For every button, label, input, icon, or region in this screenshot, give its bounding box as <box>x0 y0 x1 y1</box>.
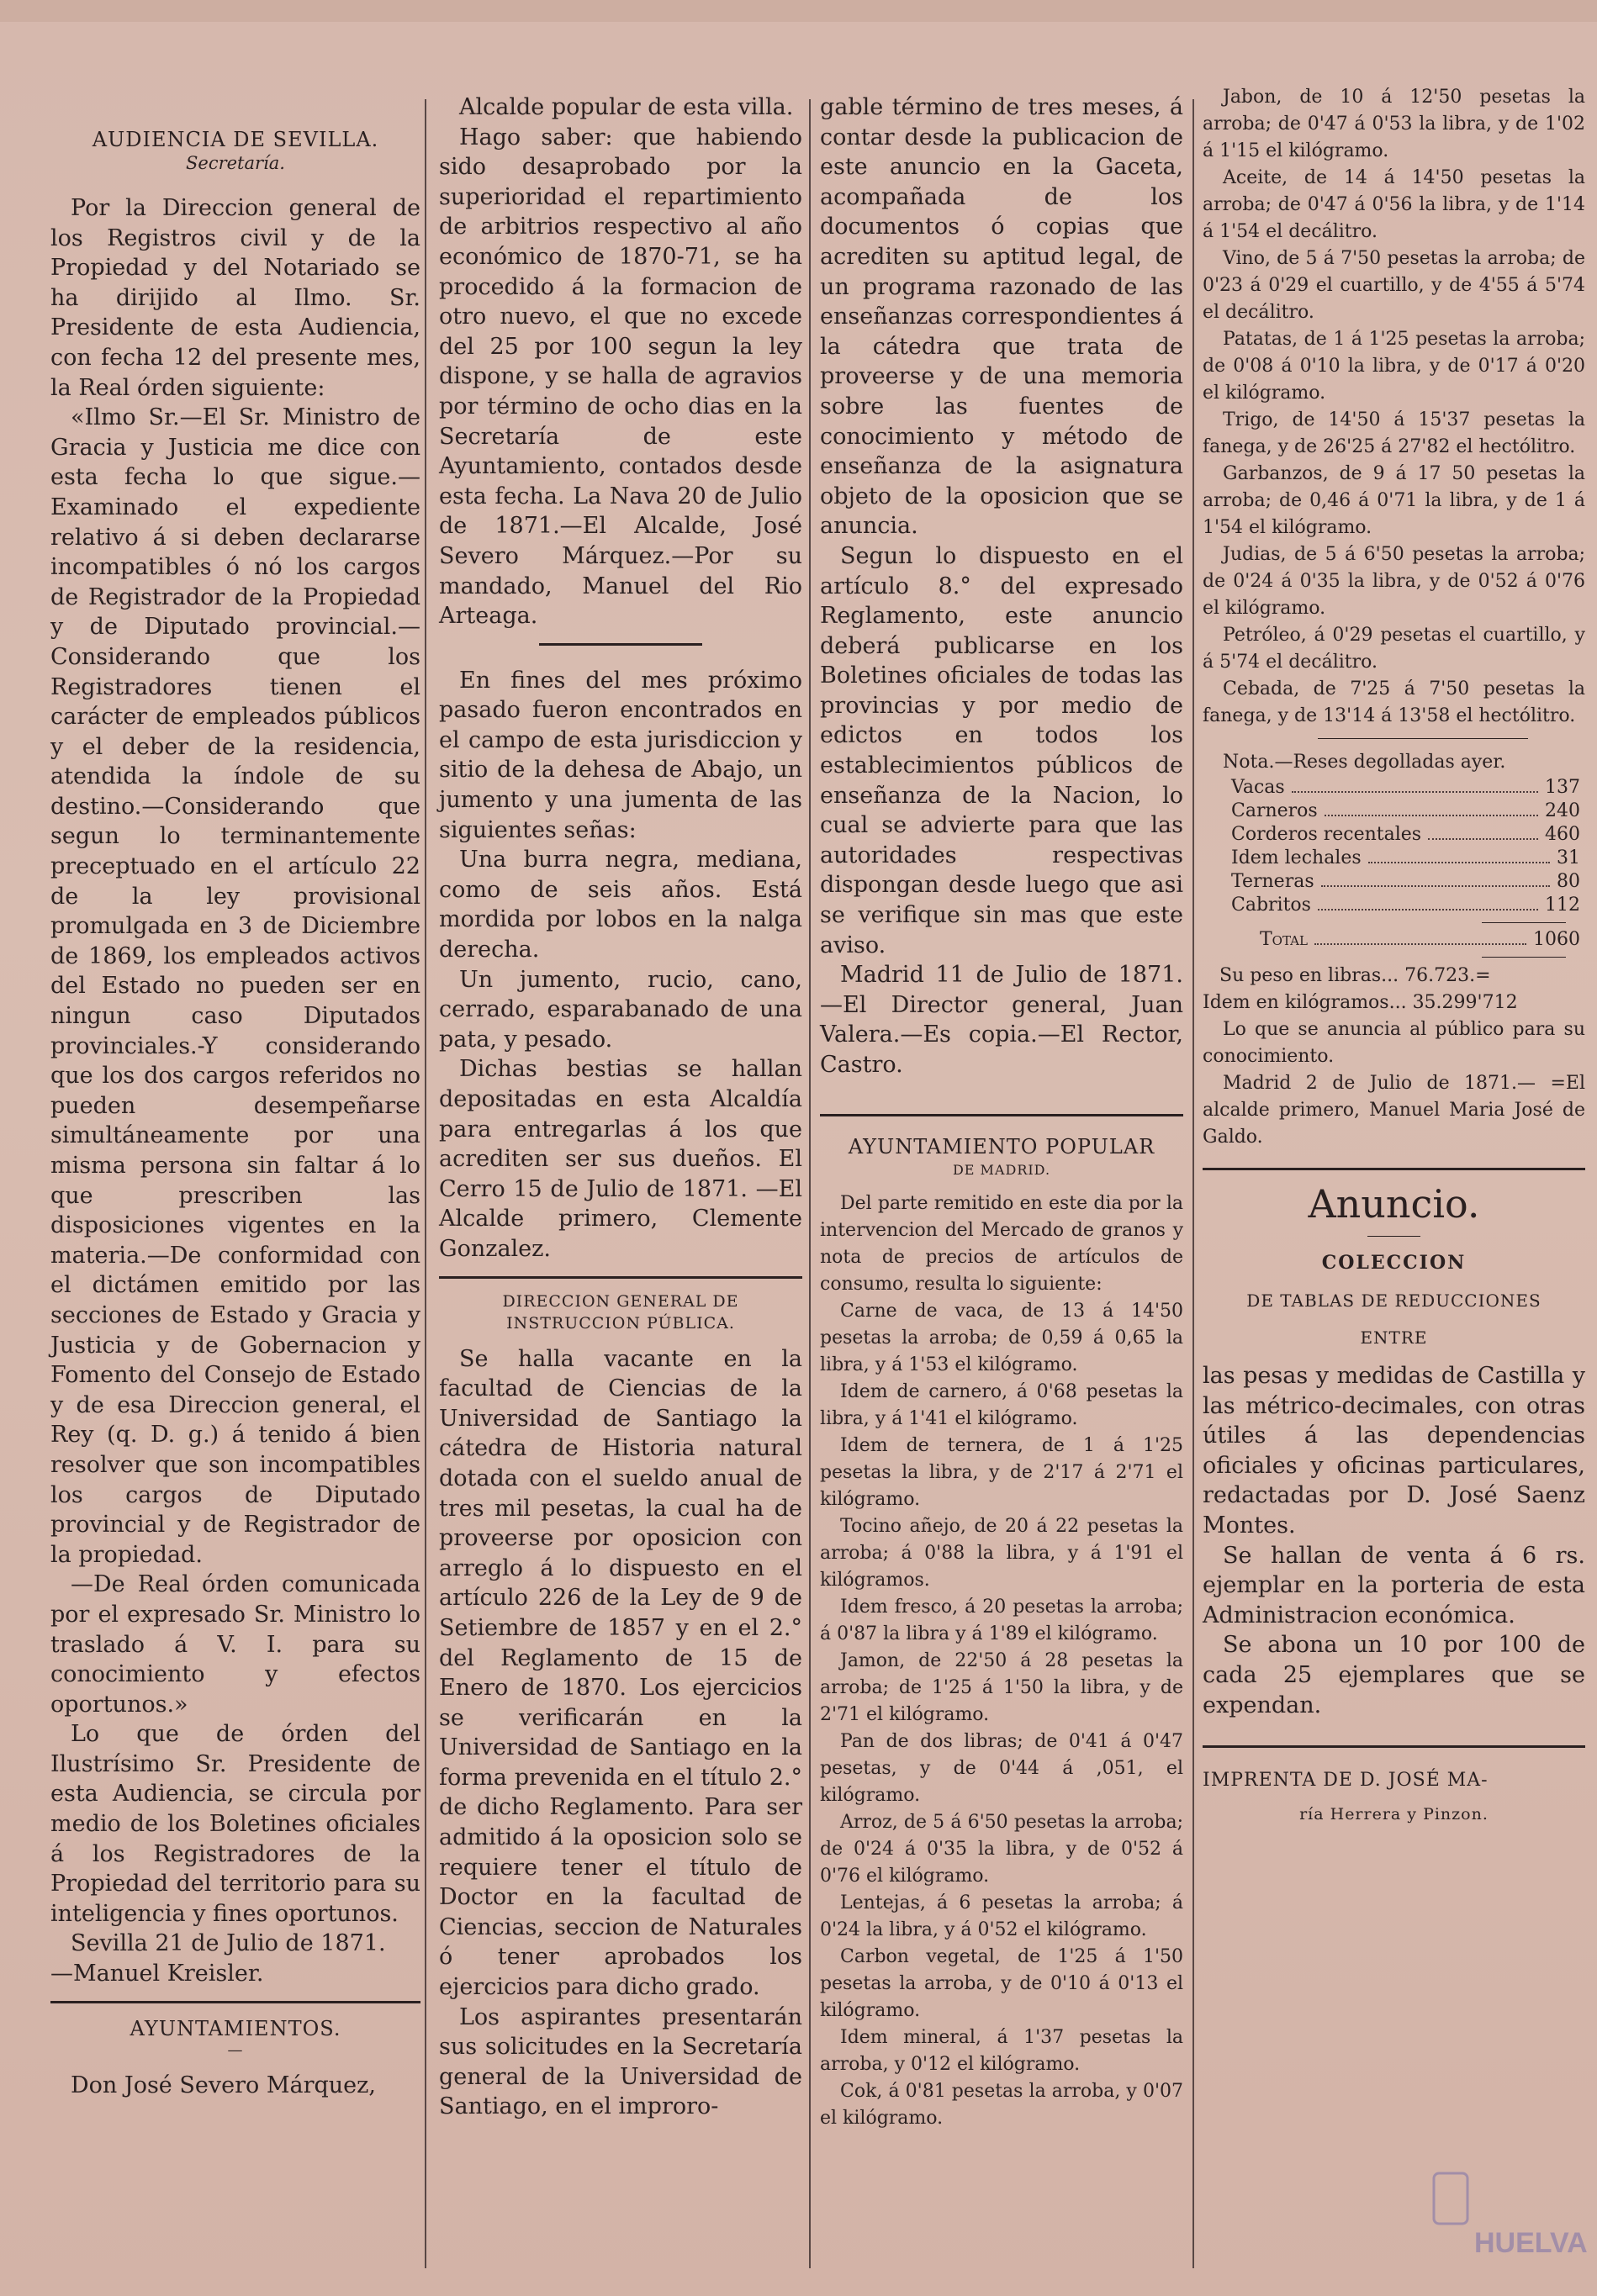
entre-heading: ENTRE <box>1360 1327 1428 1348</box>
paragraph: Los aspirantes presentarán sus solicitudes en la Secretaría general de la Universidad de Santiago, en el improro- <box>439 2003 802 2120</box>
paragraph: Don José Severo Márquez, <box>71 2072 376 2098</box>
peso-kg: Idem en kilógramos... 35.299'712 <box>1203 992 1518 1013</box>
price-item: Trigo, de 14'50 á 15'37 pesetas la fanega, y de 26'25 á 27'82 el hectólitro. <box>1203 409 1585 457</box>
section-divider <box>539 643 702 646</box>
sum-line <box>1482 957 1566 958</box>
section-divider <box>1203 1745 1585 1748</box>
tablas-heading: DE TABLAS DE REDUCCIONES <box>1246 1291 1541 1311</box>
signature-line: —Manuel Kreisler. <box>50 1961 264 1987</box>
nota-row: Vacas 137 <box>1231 777 1580 798</box>
nota-row: Carneros 240 <box>1231 800 1580 821</box>
date-line: Sevilla 21 de Julio de 1871. <box>71 1930 386 1957</box>
column-3 <box>820 92 1183 2262</box>
paragraph: Hago saber: que habiendo sido desaprobado por la superioridad el repartimiento de arbitrios respectivo al año económico de 1870-71, se ha procedido á la formacion de otro nuevo, el que no excede del 25 por 100 segun la ley dispone, y se halla de agravios por término de ocho dias en la Secretaría de este Ayuntamiento, contados desde esta fecha. La Nava 20 de Julio de 1871.—El Alcalde, José Severo Márquez.—Por su mandado, Manuel del Rio Arteaga. <box>439 124 802 630</box>
section-heading: AYUNTAMIENTO POPULAR <box>848 1134 1155 1159</box>
paragraph: Lo que de órden del Ilustrísimo Sr. Presidente de esta Audiencia, se circula por medio de los Boletines oficiales á los Registradores de la Propiedad del territorio para su inteligencia y fines oportunos. <box>50 1721 420 1927</box>
column-2 <box>439 92 802 2262</box>
sum-line <box>1482 922 1566 923</box>
paragraph: Lo que se anuncia al público para su conocimiento. <box>1203 1019 1585 1067</box>
imprenta-line: ría Herrera y Pinzon. <box>1299 1805 1489 1824</box>
total-row: Total 1060 <box>1260 929 1580 950</box>
price-item: Tocino añejo, de 20 á 22 pesetas la arroba; á 0'88 la libra, y á 1'91 el kilógramos. <box>820 1515 1183 1591</box>
svg-text:HUELVA: HUELVA <box>1474 2227 1588 2259</box>
column-1 <box>50 92 420 2262</box>
paragraph: Por la Direccion general de los Registros civil y de la Propiedad y del Notariado se ha dirijido al Ilmo. Sr. Presidente de esta Audiencia, con fecha 12 del presente mes, la Real órden siguiente: <box>50 195 420 401</box>
paragraph: «Ilmo Sr.—El Sr. Ministro de Gracia y Justicia me dice con esta fecha lo que sigue.—Examinado el expediente relativo á si deben declararse incompatibles ó nó los cargos de Registrador de la Propiedad y de Diputado provincial.—Considerando que los Registradores tienen el carácter de empleados públicos y el deber de la residencia, atendida la índole de su destino.—Considerando que segun lo terminantemente preceptuado en el artículo 22 de la ley provisional promulgada en 3 de Diciembre de 1869, los empleados activos del Estado no pueden ser en ningun caso Diputados provinciales.-Y considerando que los dos cargos referidos no pueden desempeñarse simultáneamente por una misma persona sin faltar á lo que prescriben las disposiciones vigentes en la materia.—De conformidad con el dictámen emitido por las secciones de Estado y Gracia y Justicia y de Gobernacion y Fomento del Consejo de Estado y de esa Direccion general, el Rey (q. D. g.) á tenido á bien resolver que son incompatibles los cargos de Diputado provincial y de Registrador de la propiedad. <box>50 404 420 1568</box>
price-item: Idem fresco, á 20 pesetas la arroba; á 0'87 la libra y á 1'89 el kilógramo. <box>820 1596 1183 1644</box>
section-subtitle: Secretaría. <box>186 153 285 173</box>
anuncio-title: Anuncio. <box>1308 1181 1480 1227</box>
section-heading: DIRECCION GENERAL DE INSTRUCCION PÚBLICA. <box>502 1291 739 1333</box>
nota-row: Terneras 80 <box>1231 871 1580 892</box>
section-divider <box>1203 1168 1585 1170</box>
section-heading: AYUNTAMIENTOS. <box>130 2016 341 2040</box>
nota-title: Nota.—Reses degolladas ayer. <box>1223 752 1506 773</box>
paragraph: las pesas y medidas de Castilla y las métrico-decimales, con otras útiles á las dependencias oficiales y oficinas particulares, redactadas por D. José Saenz Montes. <box>1203 1363 1585 1539</box>
column-rule <box>425 99 426 2268</box>
price-item: Idem de ternera, de 1 á 1'25 pesetas la libra, y de 2'17 á 2'71 el kilógramo. <box>820 1434 1183 1510</box>
paragraph: En fines del mes próximo pasado fueron encontrados en el campo de esta jurisdiccion y sitio de la dehesa de Abajo, un jumento y una jumenta de las siguientes señas: <box>439 667 802 843</box>
paragraph: Dichas bestias se hallan depositadas en esta Alcaldía para entregarlas á los que acrediten ser sus dueños. El Cerro 15 de Julio de 1871. —El Alcalde primero, Clemente Gonzalez. <box>439 1056 802 1262</box>
nota-row: Corderos recentales 460 <box>1231 824 1580 845</box>
paragraph: Un jumento, rucio, cano, cerrado, esparabanado de una pata, y pesado. <box>439 966 802 1053</box>
price-item: Lentejas, á 6 pesetas la arroba; á 0'24 la libra, y á 0'52 el kilógramo. <box>820 1892 1183 1940</box>
divider <box>1318 738 1528 739</box>
page-top-edge <box>0 0 1597 22</box>
paragraph: Una burra negra, mediana, como de seis años. Está mordida por lobos en la nalga derecha. <box>439 847 802 963</box>
peso-libras: Su peso en libras... 76.723.= <box>1219 965 1491 986</box>
price-item: Carbon vegetal, de 1'25 á 1'50 pesetas la arroba, y de 0'10 á 0'13 el kilógramo. <box>820 1945 1183 2021</box>
price-item: Arroz, de 5 á 6'50 pesetas la arroba; de 0'24 á 0'35 la libra, y de 0'52 á 0'76 el kilógramo. <box>820 1811 1183 1887</box>
paragraph: gable término de tres meses, á contar desde la publicacion de este anuncio en la Gaceta, acompañada de los documentos ó copias que acrediten su aptitud legal, de un programa razonado de las enseñanzas correspondientes á la cátedra que trata de proveerse y de una memoria sobre las fuentes de conocimiento y método de enseñanza de la asignatura objeto de la oposicion que se anuncia. <box>820 94 1183 540</box>
nota-row: Cabritos 112 <box>1231 895 1580 916</box>
price-item: Idem mineral, á 1'37 pesetas la arroba, y 0'12 el kilógramo. <box>820 2026 1183 2075</box>
paragraph: Alcalde popular de esta villa. <box>459 94 794 120</box>
column-4 <box>1203 84 1585 2262</box>
column-rule <box>809 99 811 2268</box>
paragraph: Se halla vacante en la facultad de Ciencias de la Universidad de Santiago la cátedra de Historia natural dotada con el sueldo anual de tres mil pesetas, la cual ha de proveerse por oposicion con arreglo á lo dispuesto en el artículo 226 de la Ley de 9 de Setiembre de 1857 y en el 2.° del Reglamento de 15 de Enero de 1870. Los ejercicios se verificarán en la Universidad de Santiago en la forma prevenida en el título 2.° de dicho Reglamento. Para ser admitido á la oposicion solo se requiere tener el título de Doctor en la facultad de Ciencias, seccion de Naturales ó tener aprobados los ejercicios para dicho grado. <box>439 1345 802 2001</box>
section-title: AUDIENCIA DE SEVILLA. <box>92 128 379 151</box>
price-item: Pan de dos libras; de 0'41 á 0'47 pesetas, y de 0'44 á ,051, el kilógramo. <box>820 1730 1183 1806</box>
price-item: Idem de carnero, á 0'68 pesetas la libra, y á 1'41 el kilógramo. <box>820 1380 1183 1429</box>
section-divider <box>439 1276 802 1279</box>
price-item: Petróleo, á 0'29 pesetas el cuartillo, y á 5'74 el decálitro. <box>1203 625 1585 673</box>
archive-stamp-icon <box>1430 2170 1588 2262</box>
price-item: Cebada, de 7'25 á 7'50 pesetas la fanega, y de 13'14 á 13'58 el hectólitro. <box>1203 678 1585 726</box>
price-item: Patatas, de 1 á 1'25 pesetas la arroba; de 0'08 á 0'10 la libra, y de 0'17 á 0'20 el kilógramo. <box>1203 329 1585 404</box>
paragraph: Segun lo dispuesto en el artículo 8.° del expresado Reglamento, este anuncio deberá publicarse en los Boletines oficiales de todas las provincias y por medio de edictos en todos los establecimientos públicos de enseñanza de la Nacion, lo cual se advierte para que las autoridades respectivas dispongan desde luego que asi se verifique sin mas que este aviso. <box>820 542 1183 958</box>
nota-row: Idem lechales 31 <box>1231 847 1580 868</box>
paragraph: Del parte remitido en este dia por la intervencion del Mercado de granos y nota de precios de artículos de consumo, resulta lo siguiente: <box>820 1192 1183 1295</box>
paragraph: Madrid 2 de Julio de 1871.— =El alcalde primero, Manuel Maria José de Galdo. <box>1203 1073 1585 1148</box>
price-item: Cok, á 0'81 pesetas la arroba, y 0'07 el kilógramo. <box>820 2080 1183 2129</box>
paragraph: Se abona un 10 por 100 de cada 25 ejemplares que se expendan. <box>1203 1632 1585 1718</box>
price-item: Jabon, de 10 á 12'50 pesetas la arroba; de 0'47 á 0'53 la libra, y de 1'02 á 1'15 el kilógramo. <box>1203 87 1585 161</box>
section-subheading: DE MADRID. <box>952 1161 1051 1178</box>
section-divider <box>820 1114 1183 1116</box>
heading-mark: — <box>227 2040 244 2059</box>
price-item: Garbanzos, de 9 á 17 50 pesetas la arroba; de 0,46 á 0'71 la libra, y de 1 á 1'54 el kilógramo. <box>1203 463 1585 538</box>
price-item: Aceite, de 14 á 14'50 pesetas la arroba; de 0'47 á 0'56 la libra, y de 1'14 á 1'54 el decálitro. <box>1203 167 1585 242</box>
price-item: Vino, de 5 á 7'50 pesetas la arroba; de 0'23 á 0'29 el cuartillo, y de 4'55 á 5'74 el decálitro. <box>1203 248 1585 323</box>
coleccion-heading: COLECCION <box>1321 1252 1467 1274</box>
paragraph: Se hallan de venta á 6 rs. ejemplar en la porteria de esta Administracion económica. <box>1203 1542 1585 1628</box>
price-item: Jamon, de 22'50 á 28 pesetas la arroba; de 1'25 á 1'50 la libra, y de 2'71 el kilógramo. <box>820 1649 1183 1725</box>
paragraph: —De Real órden comunicada por el expresado Sr. Ministro lo traslado á V. I. para su conocimiento y efectos oportunos.» <box>50 1571 420 1718</box>
column-rule <box>1192 99 1194 2268</box>
divider <box>1367 1236 1421 1237</box>
paragraph: Madrid 11 de Julio de 1871.—El Director general, Juan Valera.—Es copia.—El Rector, Castro. <box>820 962 1183 1078</box>
price-item: Carne de vaca, de 13 á 14'50 pesetas la arroba; de 0,59 á 0,65 la libra, y á 1'53 el kilógramo. <box>820 1300 1183 1375</box>
section-divider <box>50 2001 420 2003</box>
price-item: Judias, de 5 á 6'50 pesetas la arroba; de 0'24 á 0'35 la libra, y de 0'52 á 0'76 el kilógramo. <box>1203 544 1585 619</box>
imprenta-line: IMPRENTA DE D. JOSÉ MA- <box>1203 1770 1489 1792</box>
